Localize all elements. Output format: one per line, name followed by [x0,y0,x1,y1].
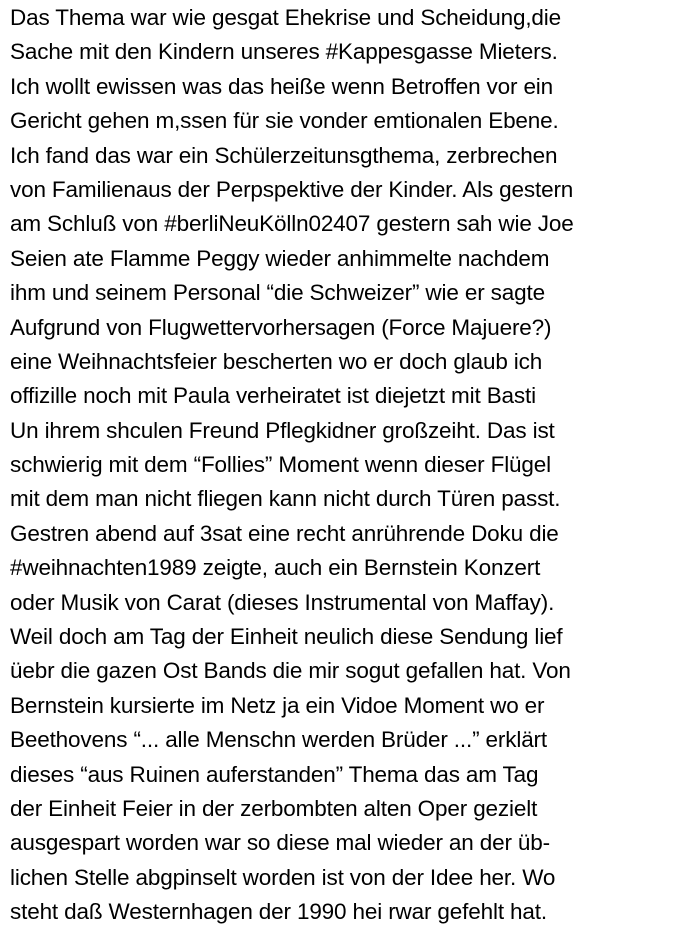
text-line: mit dem man nicht fliegen kann nicht durch Türen passt. [10,486,561,512]
text-line: üebr die gazen Ost Bands die mir sogut gefallen hat. Von [10,658,571,684]
body-text [10,1,680,930]
text-line: oder Musik von Carat (dieses Instrumental von Maffay). [10,589,555,615]
text-line: dieses “aus Ruinen auferstanden” Thema das am Tag [10,761,539,787]
text-line: steht daß Westernhagen der 1990 hei rwar gefehlt hat. [10,899,547,925]
text-line: Un ihrem shculen Freund Pflegkidner großzeiht. Das ist [10,417,555,443]
text-line: von Familienaus der Perpspektive der Kinder. Als gestern [10,176,574,202]
text-line: lichen Stelle abgpinselt worden ist von der Idee her. Wo [10,864,556,890]
text-line: Bernstein kursierte im Netz ja ein Vidoe Moment wo er [10,692,545,718]
text-line: Gestren abend auf 3sat eine recht anrührende Doku die [10,520,559,546]
text-line: der Einheit Feier in der zerbombten alten Oper gezielt [10,795,538,821]
text-line: eine Weihnachtsfeier bescherten wo er doch glaub ich [10,348,543,374]
text-line: ihm und seinem Personal “die Schweizer” wie er sagte [10,280,545,306]
text-line: Ich fand das war ein Schülerzeitunsgthema, zerbrechen [10,142,558,168]
text-line: ausgespart worden war so diese mal wieder an der üb- [10,830,550,856]
text-line: am Schluß von #berliNeuKölln02407 gestern sah wie Joe [10,211,574,237]
text-line: Aufgrund von Flugwettervorhersagen (Force Majuere?) [10,314,552,340]
text-line: Sache mit den Kindern unseres #Kappesgasse Mieters. [10,39,558,65]
text-line: Ich wollt ewissen was das heiße wenn Betroffen vor ein [10,73,554,99]
text-line: schwierig mit dem “Follies” Moment wenn dieser Flügel [10,452,551,478]
text-line: Seien ate Flamme Peggy wieder anhimmelte nachdem [10,245,550,271]
text-line: Das Thema war wie gesgat Ehekrise und Scheidung,die [10,5,562,30]
text-line: Beethovens “... alle Menschn werden Brüder ...” erklärt [10,727,548,753]
text-line: #weihnachten1989 zeigte, auch ein Bernstein Konzert [10,555,541,581]
text-line: Weil doch am Tag der Einheit neulich diese Sendung lief [10,624,563,650]
text-line: offizille noch mit Paula verheiratet ist diejetzt mit Basti [10,383,536,409]
text-line: Gericht gehen m,ssen für sie vonder emtionalen Ebene. [10,108,559,134]
